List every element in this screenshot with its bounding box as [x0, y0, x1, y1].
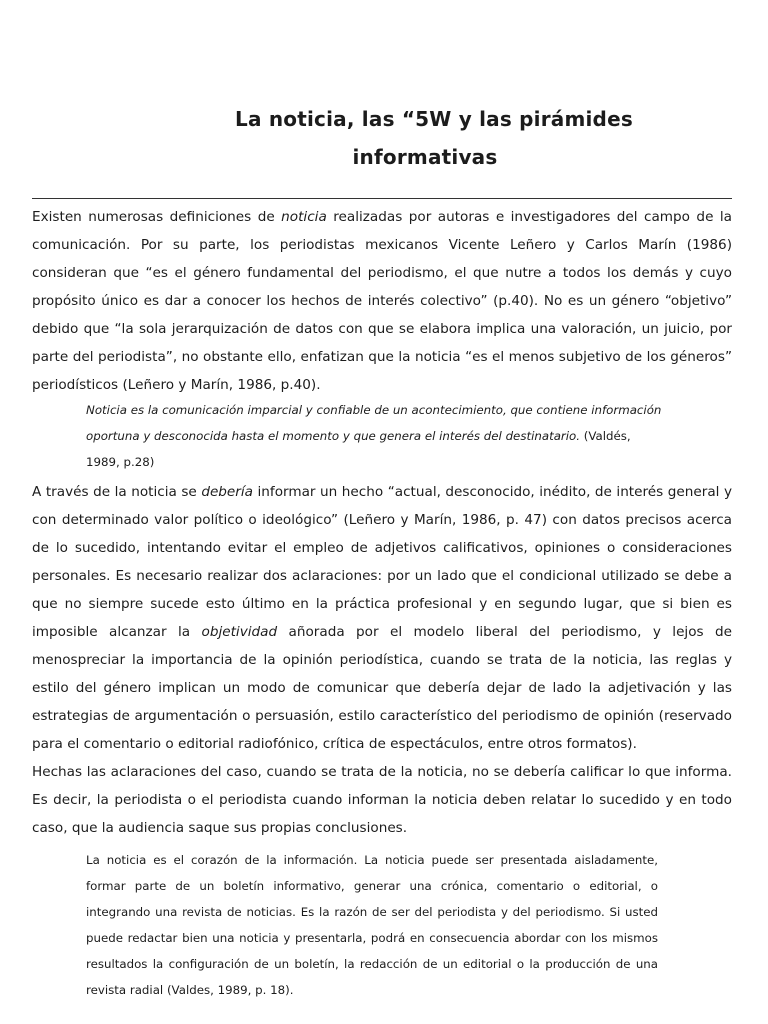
paragraph-2-text-b: informar un hecho “actual, desconocido, inédito, de interés general y con determinado valor político o ideológico” (Leñero y Marín, 1986, p. 47) con datos precisos acerca de lo sucedido, intentando evitar el empleo de adjetivos calificativos, opiniones o consideraciones personales. Es necesario realizar dos aclaraciones: por un lado que el condicional utilizado se debe a que no siempre sucede esto último en la práctica profesional y en segundo lugar, que si bien es imposible alcanzar la: [32, 484, 732, 640]
paragraph-2: [32, 478, 732, 758]
paragraph-3: Hechas las aclaraciones del caso, cuando se trata de la noticia, no se debería calificar lo que informa. Es decir, la periodista o el periodista cuando informan la noticia deben relatar lo sucedido y en todo caso, que la audiencia saque sus propias conclusiones.: [32, 764, 732, 836]
block-quote-1-text: Noticia es la comunicación imparcial y confiable de un acontecimiento, que contiene información oportuna y desconocida hasta el momento y que genera el interés del destinatario.: [86, 403, 662, 443]
title-divider: [32, 198, 732, 199]
paragraph-2-text-a: A través de la noticia se: [32, 484, 202, 500]
block-quote-1-citation: (Valdés, 1989, p.28): [86, 429, 631, 469]
paragraph-2-emphasis-2: objetividad: [201, 624, 278, 640]
block-quote-2: La noticia es el corazón de la información. La noticia puede ser presentada aisladamente, formar parte de un boletín informativo, generar una crónica, comentario o editorial, o integrando una revista de noticias. Es la razón de ser del periodista y del periodismo. Si usted puede redactar bien una noticia y presentarla, podrá en consecuencia abordar con los mismos resultados la configuración de un boletín, la redacción de un editorial o la producción de una revista radial (Valdes, 1989, p. 18).: [86, 853, 658, 997]
paragraph-1-emphasis: noticia: [281, 209, 327, 225]
title-line-1: La noticia, las “5W y las pirámides: [235, 107, 633, 131]
paragraph-2-text-c: añorada por el modelo liberal del periodismo, y lejos de menospreciar la importancia de la opinión periodística, cuando se trata de la noticia, las reglas y estilo del género implican un modo de comunicar que debería dejar de lado la adjetivación y las estrategias de argumentación o persuasión, estilo característico del periodismo de opinión (reservado para el comentario o editorial radiofónico, crítica de espectáculos, entre otros formatos).: [32, 624, 733, 752]
paragraph-1-text-a: Existen numerosas definiciones de: [32, 209, 282, 225]
paragraph-2-emphasis-1: debería: [201, 484, 253, 500]
block-quote-1: [86, 397, 662, 475]
paragraph-1: [32, 203, 732, 399]
paragraph-1-text-b: realizadas por autoras e investigadores del campo de la comunicación. Por su parte, los periodistas mexicanos Vicente Leñero y Carlos Marín (1986) consideran que “es el género fundamental del periodismo, el que nutre a todos los demás y cuyo propósito único es dar a conocer los hechos de interés colectivo” (p.40). No es un género “objetivo” debido que “la sola jerarquización de datos con que se elabora implica una valoración, un juicio, por parte del periodista”, no obstante ello, enfatizan que la noticia “es el menos subjetivo de los géneros” periodísticos (Leñero y Marín, 1986, p.40).: [32, 209, 732, 393]
page-title: [0, 100, 768, 176]
title-line-2: informativas: [352, 145, 498, 169]
